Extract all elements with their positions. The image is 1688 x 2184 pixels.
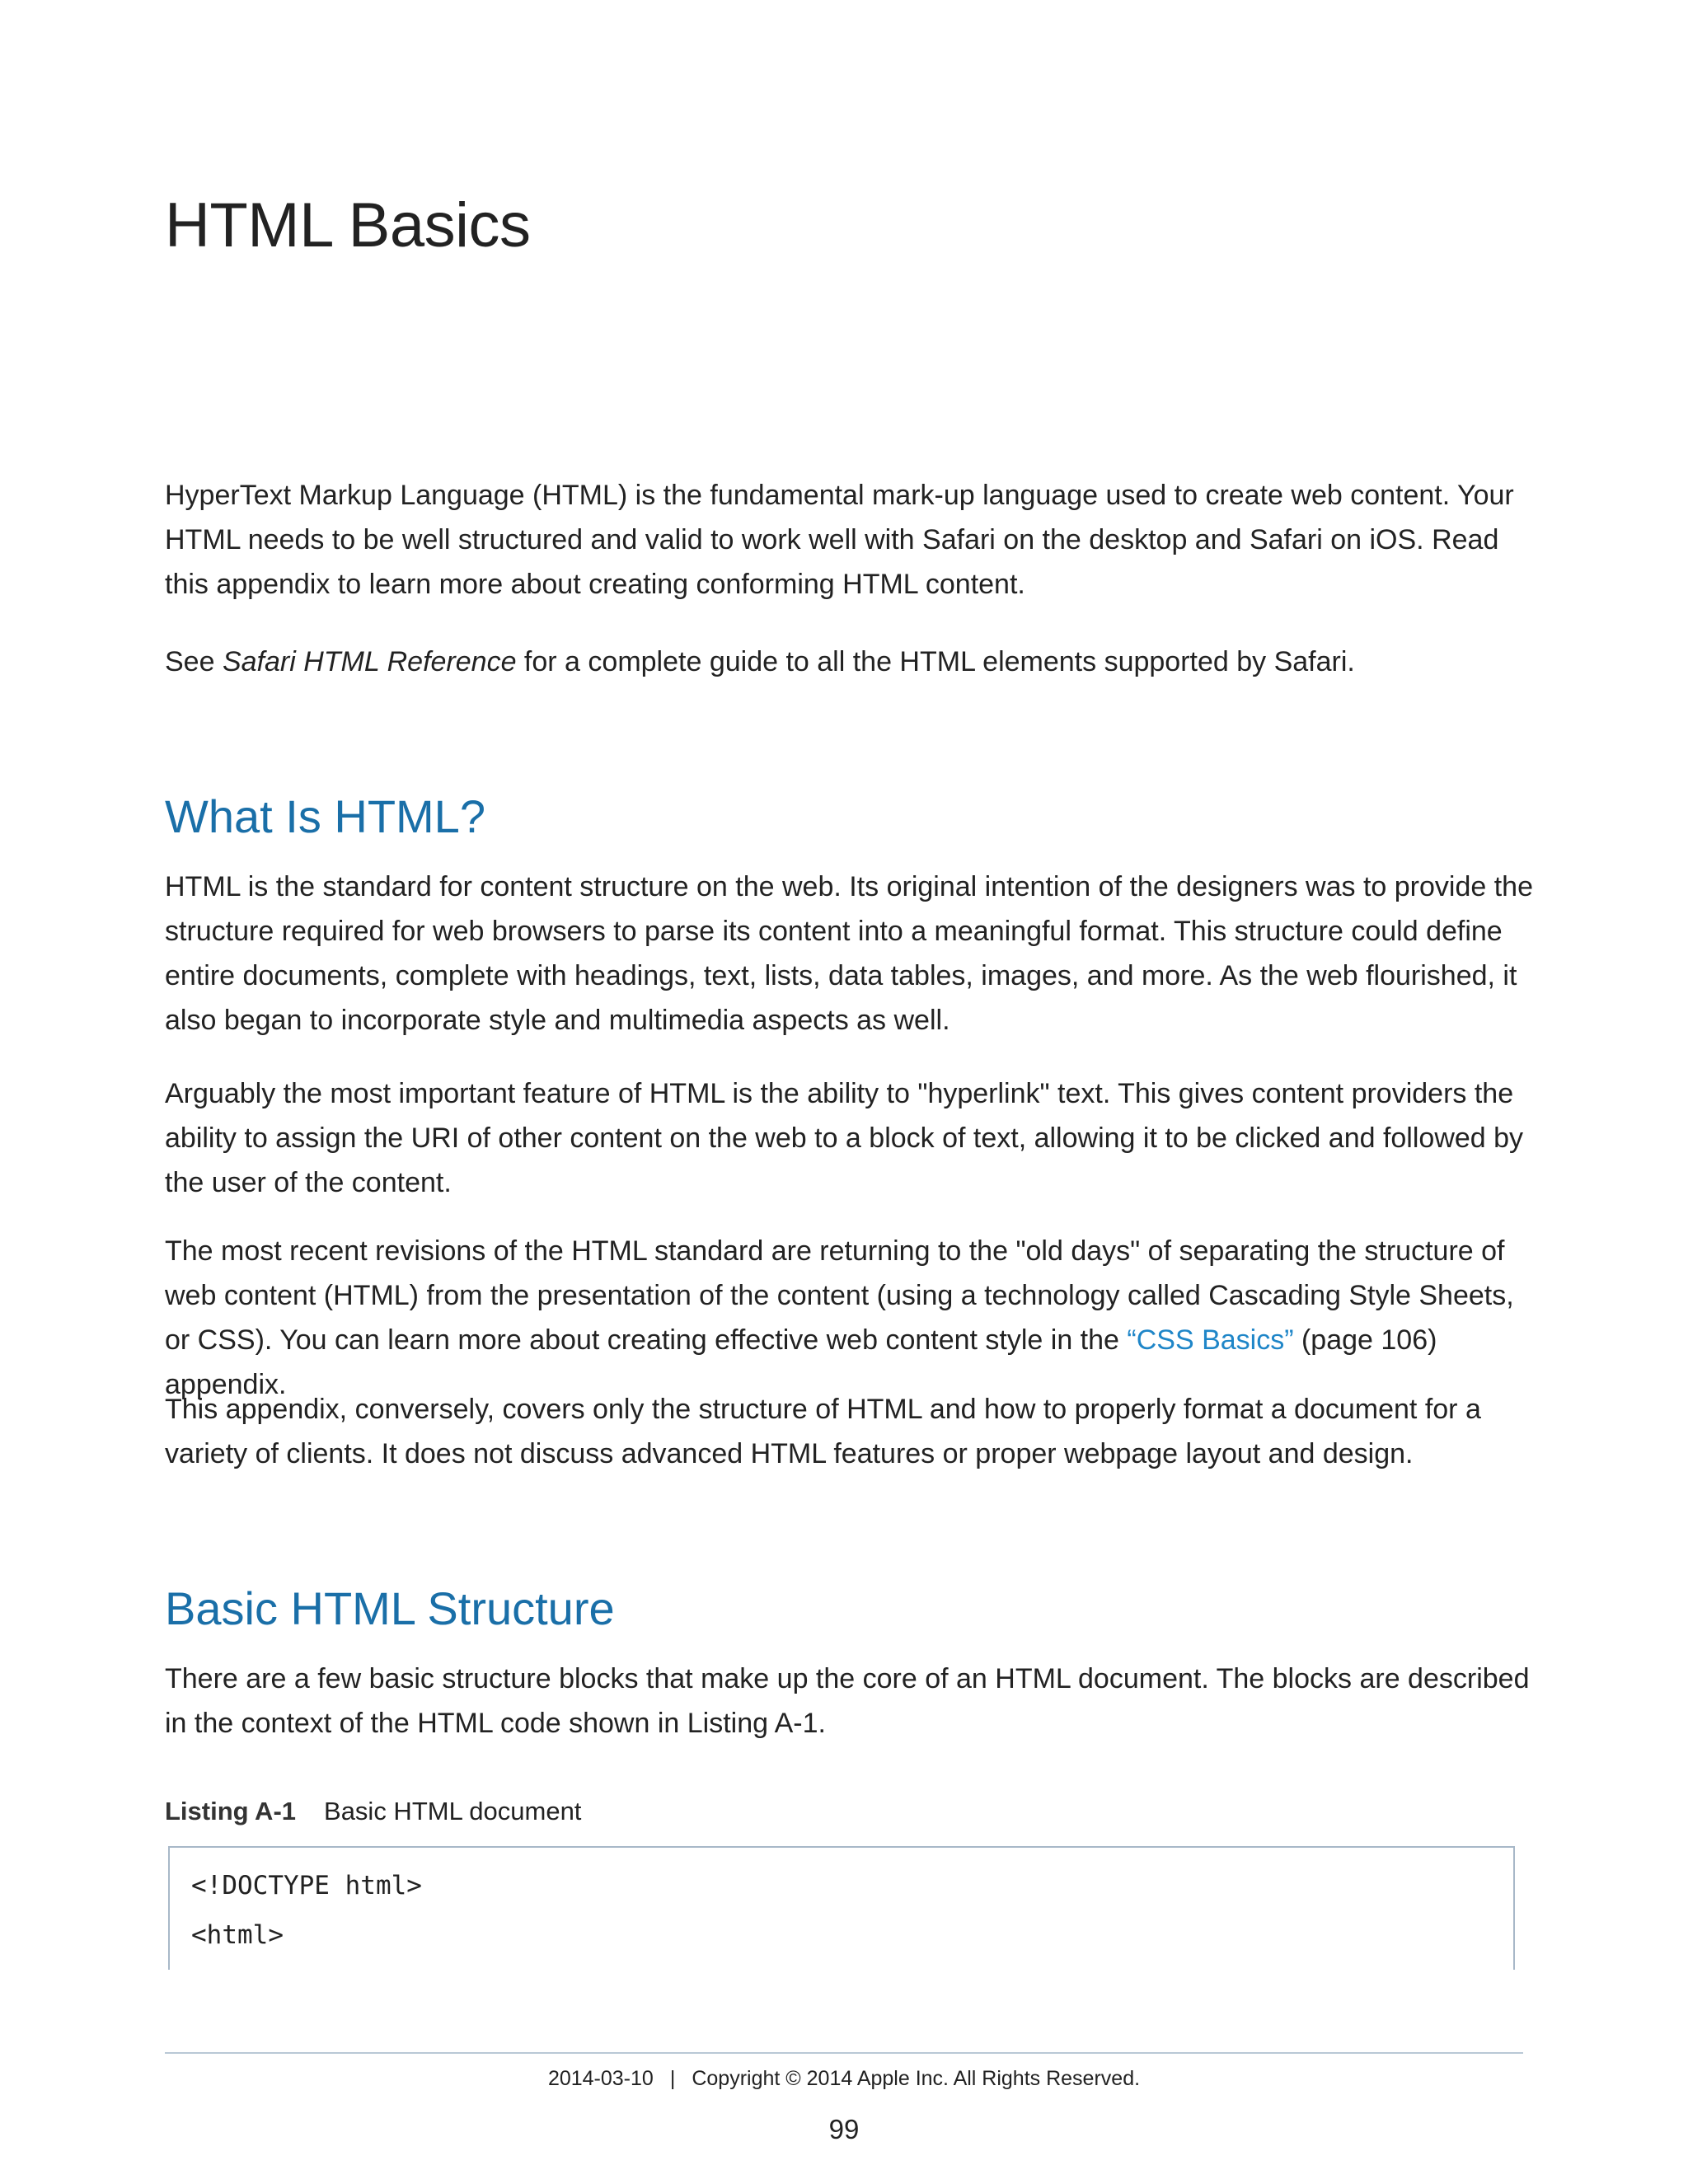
- what-is-html-paragraph-3: [165, 1229, 1533, 1407]
- basic-structure-paragraph: There are a few basic structure blocks that make up the core of an HTML document. The blocks are described in the context of the HTML code shown in Listing A-1.: [165, 1663, 1530, 1739]
- code-line: <html>: [191, 1920, 284, 1950]
- section-heading-what-is-html: What Is HTML?: [165, 790, 485, 842]
- css-paragraph-suffix: (page 106) appendix.: [165, 1324, 1437, 1400]
- listing-caption: [165, 1797, 581, 1826]
- listing-number: Listing A-1: [165, 1797, 297, 1825]
- intro-reference-suffix: for a complete guide to all the HTML elements supported by Safari.: [516, 646, 1355, 677]
- safari-html-reference: Safari HTML Reference: [222, 646, 517, 677]
- code-listing: [168, 1846, 1515, 1970]
- section-heading-basic-structure: Basic HTML Structure: [165, 1582, 615, 1634]
- footer-copyright: Copyright © 2014 Apple Inc. All Rights Reserved.: [692, 2067, 1141, 2090]
- intro-paragraph: HyperText Markup Language (HTML) is the fundamental mark-up language used to create web content. Your HTML needs to be well structured and valid to work well with Safari on the desktop and Safari on iOS. Read this appendix to learn more about creating conforming HTML content.: [165, 480, 1514, 600]
- intro-reference-paragraph: [165, 640, 1533, 684]
- what-is-html-paragraph-4: This appendix, conversely, covers only the structure of HTML and how to properly format a document for a variety of clients. It does not discuss advanced HTML features or proper webpage layout and design.: [165, 1394, 1481, 1469]
- css-paragraph-prefix: The most recent revisions of the HTML standard are returning to the "old days" of separating the structure of web content (HTML) from the presentation of the content (using a technology called Cascading Style Sheets, or CSS). You can learn more about creating effective web content style in the: [165, 1235, 1514, 1356]
- page-number: 99: [828, 2114, 860, 2144]
- intro-reference-prefix: See: [165, 646, 223, 677]
- what-is-html-paragraph-1: HTML is the standard for content structure on the web. Its original intention of the designers was to provide the structure required for web browsers to parse its content into a meaningful format. This structure could define entire documents, complete with headings, text, lists, data tables, images, and more. As the web flourished, it also began to incorporate style and multimedia aspects as well.: [165, 871, 1533, 1036]
- code-line: <!DOCTYPE html>: [191, 1871, 422, 1900]
- footer-date: 2014-03-10: [547, 2067, 654, 2090]
- footer-divider: [165, 2052, 1523, 2054]
- listing-title: Basic HTML document: [324, 1797, 582, 1825]
- footer-separator: |: [669, 2067, 676, 2090]
- chapter-title: HTML Basics: [165, 190, 531, 260]
- footer: [0, 2067, 1688, 2091]
- css-basics-link[interactable]: “CSS Basics”: [1127, 1324, 1294, 1356]
- what-is-html-paragraph-2: Arguably the most important feature of HTML is the ability to "hyperlink" text. This gives content providers the ability to assign the URI of other content on the web to a block of text, allowing it to be clicked and followed by the user of the content.: [165, 1078, 1524, 1198]
